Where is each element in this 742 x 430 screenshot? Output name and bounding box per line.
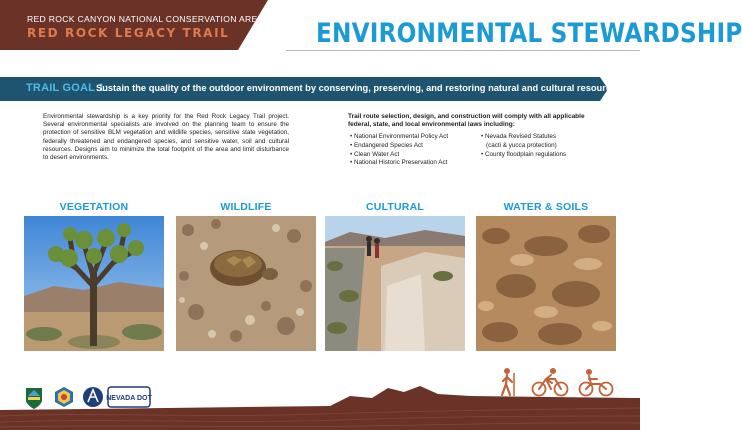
- laws-list-right: [481, 133, 566, 159]
- category-cultural-label: CULTURAL: [366, 201, 424, 213]
- goal-banner: [0, 77, 624, 101]
- joshua-tree-photo: [24, 216, 164, 351]
- law-item: • Endangered Species Act: [350, 141, 423, 149]
- soil-crust-photo: [476, 216, 616, 351]
- laws-list-left: [350, 133, 448, 168]
- category-wildlife-label: WILDLIFE: [220, 201, 272, 213]
- law-item: • National Environmental Policy Act: [350, 133, 449, 140]
- clark-county-logo: [54, 386, 74, 408]
- cyclist-icon: [531, 367, 569, 397]
- hikers-wash-photo: [325, 216, 465, 351]
- fhwa-logo: [82, 386, 104, 408]
- nevada-dot-logo: [108, 386, 150, 408]
- desert-tortoise-photo: [176, 216, 316, 351]
- adaptive-cyclist-icon: [578, 367, 614, 397]
- area-name: RED ROCK CANYON NATIONAL CONSERVATION AREA: [27, 14, 264, 24]
- goal-text: Sustain the quality of the outdoor environment by conserving, preserving, and restoring natural and cultural resources.: [96, 83, 624, 93]
- title-divider: [286, 50, 640, 51]
- page-title: ENVIRONMENTAL STEWARDSHIP: [316, 18, 742, 49]
- law-item: • Clean Water Act: [350, 150, 400, 158]
- hiker-icon: [498, 367, 518, 397]
- goal-label: TRAIL GOAL 1:: [26, 82, 109, 94]
- category-water-soils-label: WATER & SOILS: [503, 201, 589, 213]
- category-vegetation-label: VEGETATION: [59, 201, 129, 213]
- laws-heading: Trail route selection, design, and construction will comply with all applicable federal, state, and local environmental laws including:: [348, 113, 585, 129]
- law-item: • National Historic Preservation Act: [350, 159, 448, 167]
- trail-name: RED ROCK LEGACY TRAIL: [27, 26, 230, 40]
- nevada-dot-wordmark: NEVADA DOT: [106, 395, 152, 402]
- law-item: (cacti & yucca protection): [486, 141, 557, 149]
- header-panel: [0, 0, 268, 50]
- header-panel-shape: [0, 0, 268, 50]
- law-item: • County floodplain regulations: [481, 150, 567, 158]
- blm-logo: [24, 386, 44, 410]
- law-item: • Nevada Revised Statutes: [481, 133, 557, 140]
- intro-paragraph: Environmental stewardship is a key priority for the Red Rock Legacy Trail project. Several environmental specialists are involved on the planning team to ensure the protection of sensitive BLM vegetation and wildlife species, sensitive state vegetation, federally threatened and endangered species, and sensitive water, soil and cultural resources. Designs aim to minimize the total footprint of the area and limit disturbance to desert environments.: [43, 113, 289, 162]
